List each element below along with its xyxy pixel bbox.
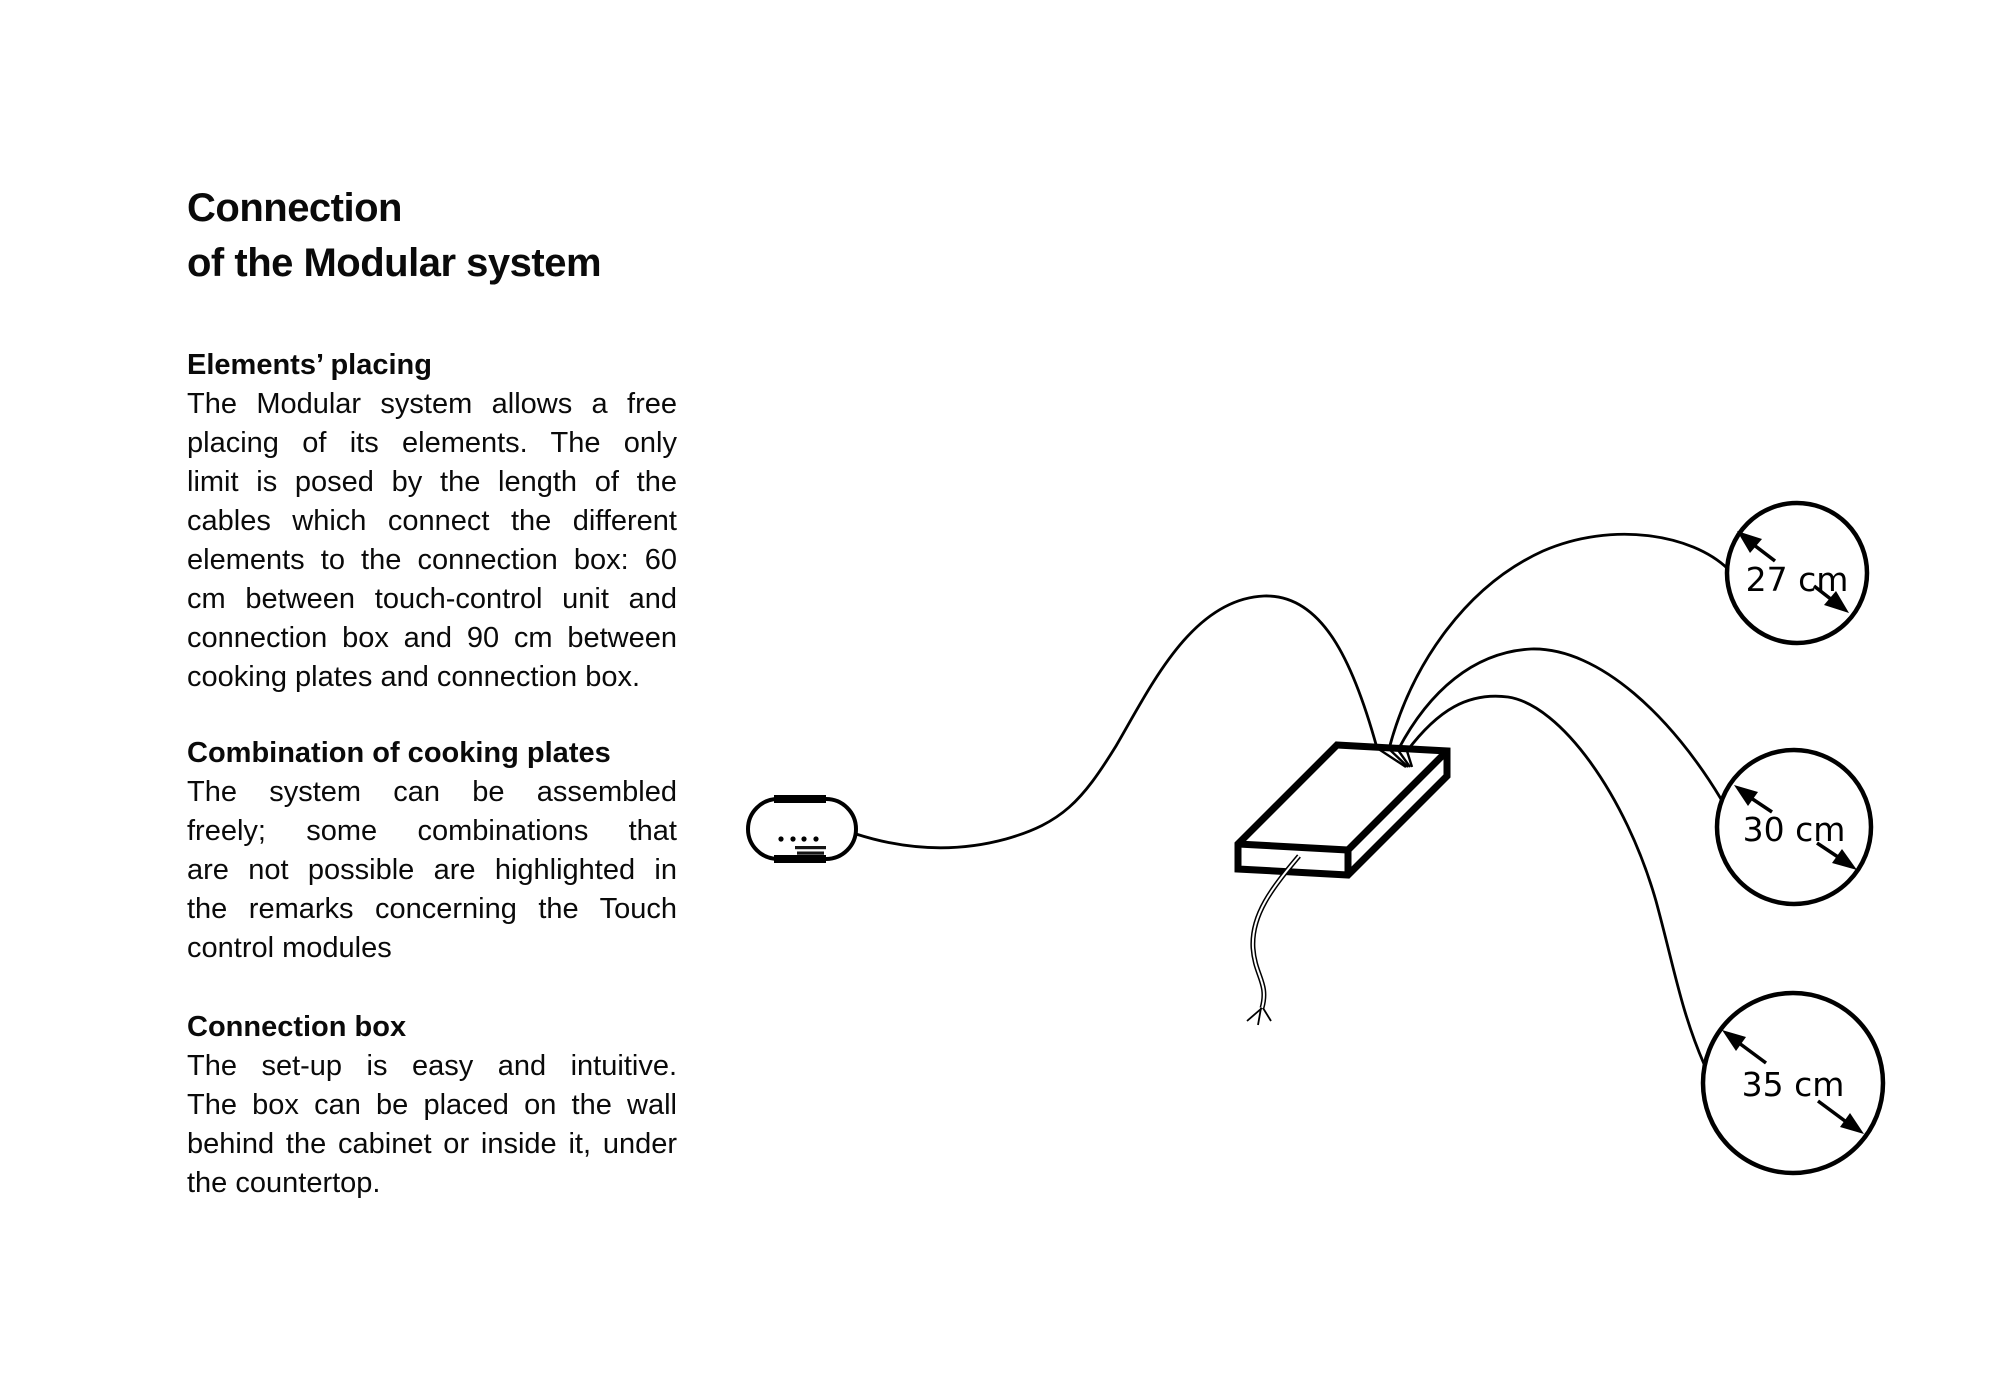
text-line: connection box and 90 cm between bbox=[187, 622, 677, 654]
text-line: elements to the connection box: 60 bbox=[187, 544, 677, 576]
text-line: placing of its elements. The only bbox=[187, 427, 677, 459]
page-title-line-1: Connection bbox=[187, 186, 402, 230]
text-line: cables which connect the different bbox=[187, 505, 677, 537]
section-heading: Combination of cooking plates bbox=[187, 737, 611, 769]
text-line: The system can be assembled bbox=[187, 776, 677, 808]
text-line: the countertop. bbox=[187, 1167, 381, 1199]
cooking-plate-circle-27cm bbox=[1727, 503, 1867, 643]
text-line: behind the cabinet or inside it, under bbox=[187, 1128, 677, 1160]
touch-control-micro-text bbox=[797, 852, 824, 855]
section-heading: Connection box bbox=[187, 1011, 407, 1043]
text-line: cm between touch-control unit and bbox=[187, 583, 677, 615]
touch-control-unit bbox=[748, 799, 856, 859]
text-line: cooking plates and connection box. bbox=[187, 661, 641, 693]
cable-35cm bbox=[1407, 696, 1704, 1064]
text-line: are not possible are highlighted in bbox=[187, 854, 677, 886]
text-line: control modules bbox=[187, 932, 392, 964]
cooking-plate-circle-30cm bbox=[1717, 750, 1871, 904]
touch-control-dot bbox=[801, 836, 806, 841]
power-cord bbox=[1247, 856, 1299, 1025]
touch-control-micro-text bbox=[795, 846, 826, 849]
text-line: The set-up is easy and intuitive. bbox=[187, 1050, 677, 1082]
cooking-plate-circle-35cm bbox=[1703, 993, 1883, 1173]
circle-label-30cm: 30 cm bbox=[1742, 810, 1846, 849]
text-line: limit is posed by the length of the bbox=[187, 466, 677, 498]
text-line: The box can be placed on the wall bbox=[187, 1089, 677, 1121]
page-title-line-2: of the Modular system bbox=[187, 241, 602, 285]
circle-label-27cm: 27 cm bbox=[1745, 560, 1849, 599]
touch-control-dot bbox=[790, 836, 795, 841]
text-line: The Modular system allows a free bbox=[187, 388, 677, 420]
touch-control-dot bbox=[778, 836, 783, 841]
section-heading: Elements’ placing bbox=[187, 349, 432, 381]
touch-control-dot bbox=[813, 836, 818, 841]
power-cord-frayed-tip bbox=[1247, 1008, 1271, 1025]
circle-label-35cm: 35 cm bbox=[1741, 1065, 1845, 1104]
connection-box bbox=[1238, 745, 1447, 875]
text-line: freely; some combinations that bbox=[187, 815, 677, 847]
text-line: the remarks concerning the Touch bbox=[187, 893, 677, 925]
